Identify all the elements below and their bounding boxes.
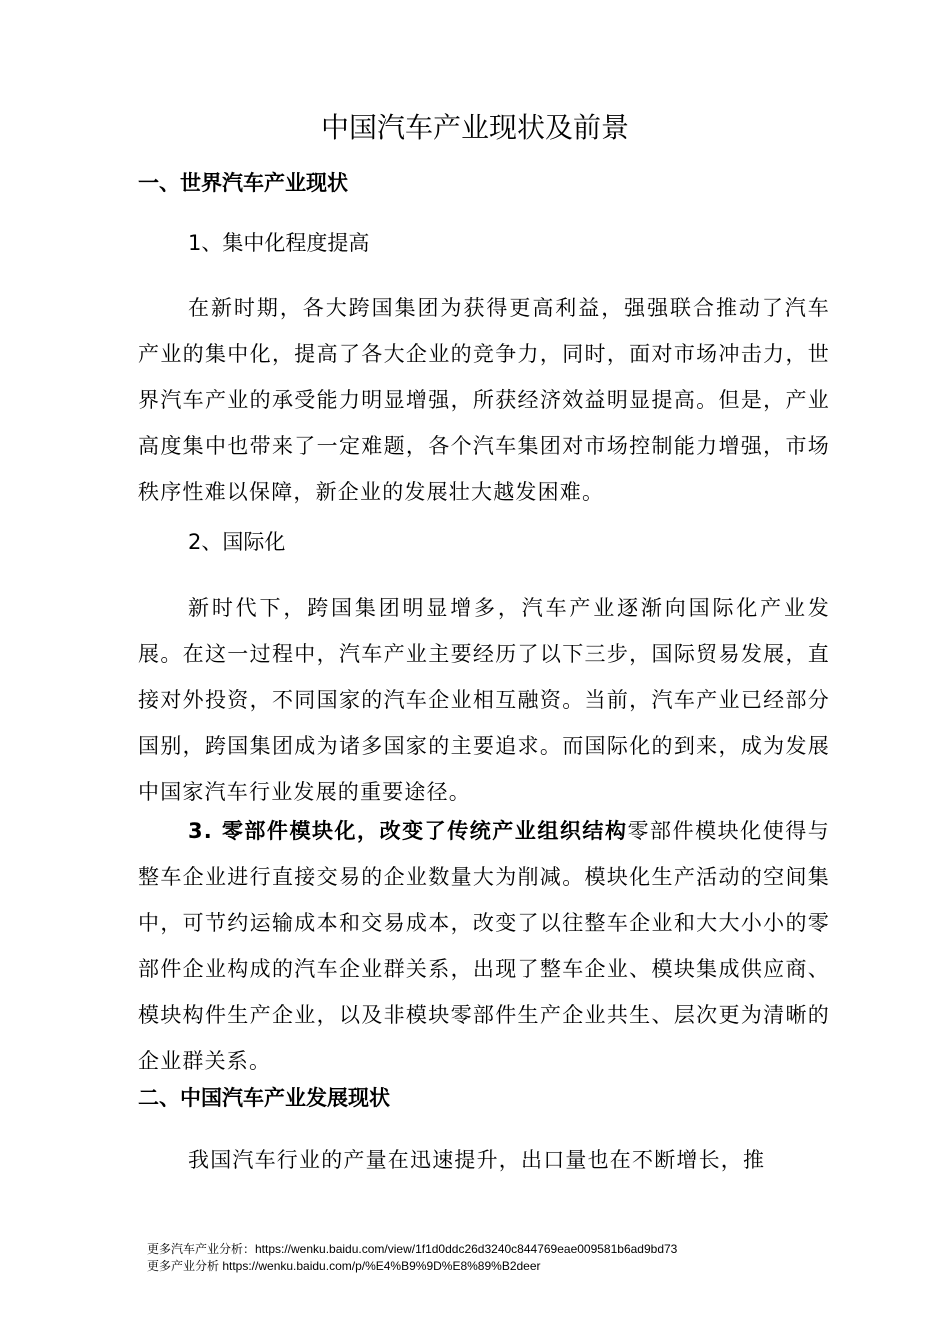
subheading-internationalization: 2、国际化 xyxy=(188,530,286,554)
footer-link-auto-analysis[interactable]: 更多汽车产业分析：https://wenku.baidu.com/view/1f1d0ddc26d3240c844769eae009581b6ad9bd73 xyxy=(147,1242,678,1256)
footer-link-industry-analysis[interactable]: 更多产业分析 https://wenku.baidu.com/p/%E4%B9%9D%E8%89%B2deer xyxy=(147,1259,541,1273)
subheading-modularization: 3. 零部件模块化，改变了传统产业组织结构 xyxy=(188,819,628,843)
paragraph-modularization-body: 零部件模块化使得与整车企业进行直接交易的企业数量大为削减。模块化生产活动的空间集中，可节约运输成本和交易成本，改变了以往整车企业和大大小小的零部件企业构成的汽车企业群关系，出现了整车企业、模块集成供应商、模块构件生产企业，以及非模块零部件生产企业共生、层次更为清晰的企业群关系。 xyxy=(138,819,830,1073)
subheading-concentration: 1、集中化程度提高 xyxy=(188,231,370,255)
section-heading-world: 一、世界汽车产业现状 xyxy=(138,171,348,195)
paragraph-concentration: 在新时期，各大跨国集团为获得更高利益，强强联合推动了汽车产业的集中化，提高了各大企业的竞争力，同时，面对市场冲击力，世界汽车产业的承受能力明显增强，所获经济效益明显提高。但是，产业高度集中也带来了一定难题，各个汽车集团对市场控制能力增强，市场秩序性难以保障，新企业的发展壮大越发困难。 xyxy=(138,296,830,504)
paragraph-china: 我国汽车行业的产量在迅速提升，出口量也在不断增长，推 xyxy=(188,1148,766,1172)
document-title: 中国汽车产业现状及前景 xyxy=(320,111,629,144)
paragraph-internationalization: 新时代下，跨国集团明显增多，汽车产业逐渐向国际化产业发展。在这一过程中，汽车产业主要经历了以下三步，国际贸易发展，直接对外投资，不同国家的汽车企业相互融资。当前，汽车产业已经部分国别，跨国集团成为诸多国家的主要追求。而国际化的到来，成为发展中国家汽车行业发展的重要途径。 xyxy=(138,596,830,804)
paragraph-modularization xyxy=(138,808,830,1084)
section-heading-china: 二、中国汽车产业发展现状 xyxy=(138,1086,390,1110)
